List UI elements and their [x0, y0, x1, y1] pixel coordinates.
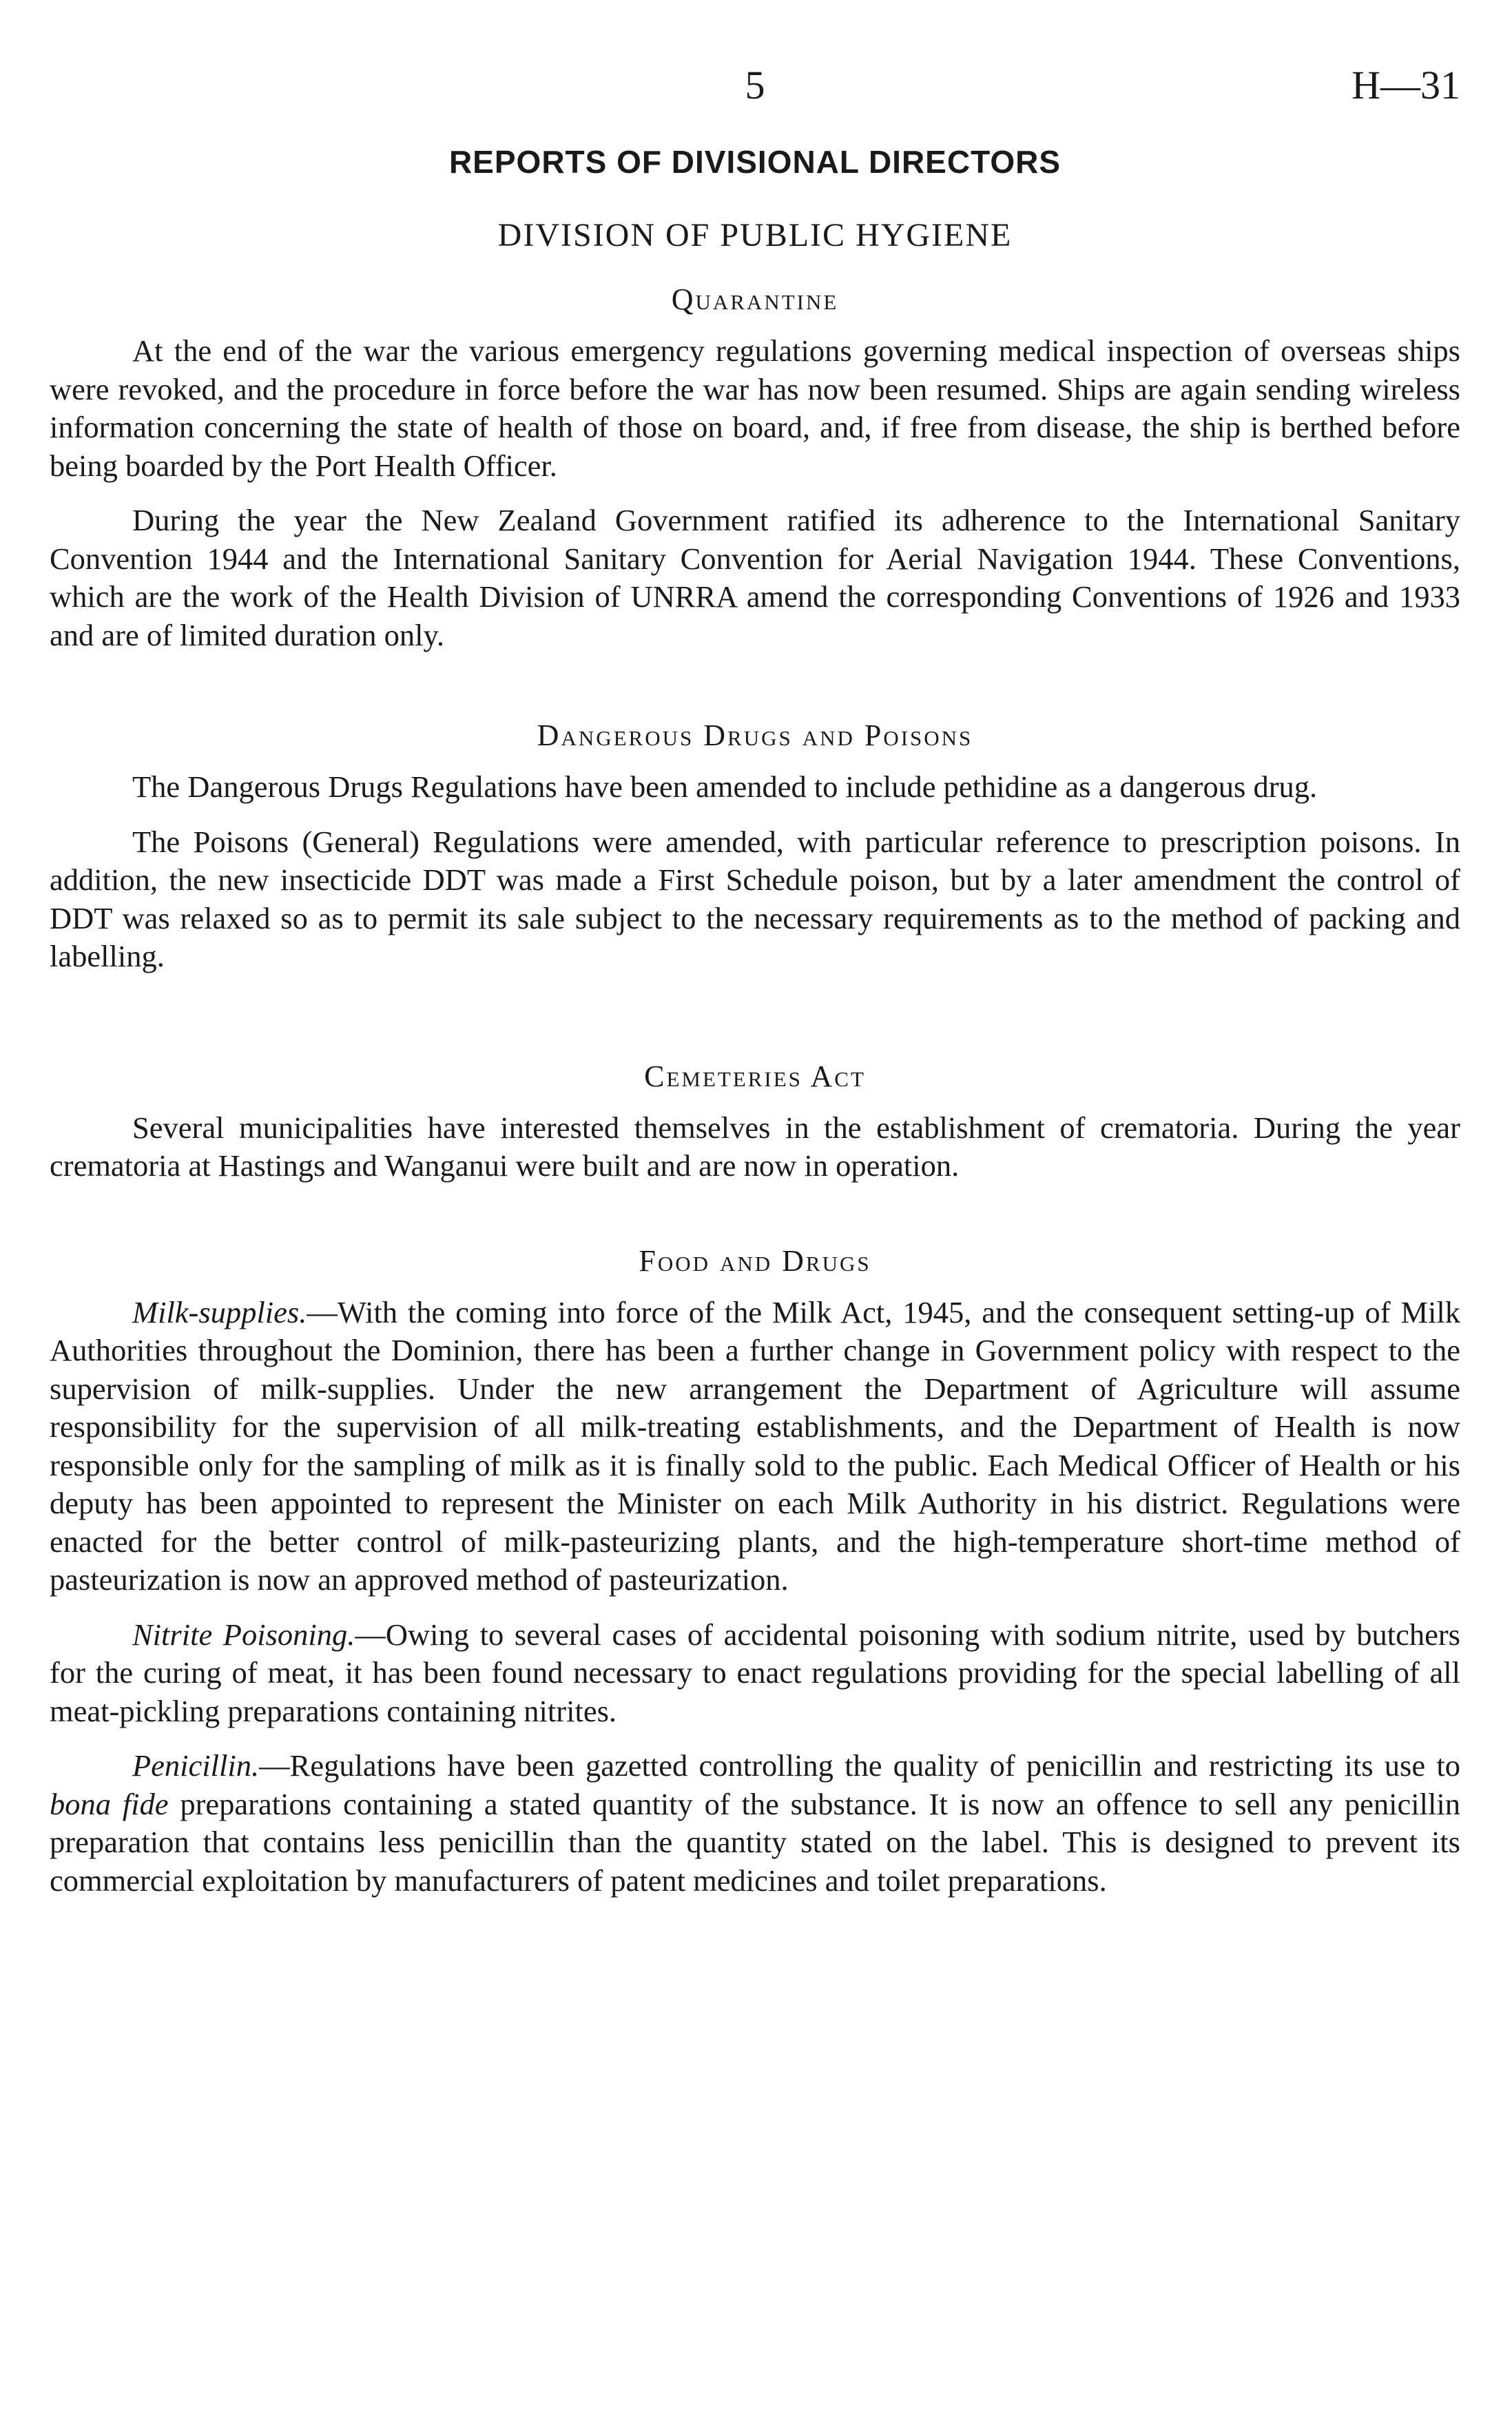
division-title: DIVISION OF PUBLIC HYGIENE — [497, 217, 1013, 253]
section-cemeteries — [50, 1059, 1460, 1185]
paragraph: At the end of the war the various emergency regulations governing medical inspection of overseas ships were revoked, and the procedure in force before the war has now been resumed. Ships are again sending wireless information concerning the state of health of those on board, and, if free from disease, the ship is berthed before being boarded by the Port Health Officer. — [50, 333, 1460, 483]
document-page — [50, 62, 1460, 1916]
paragraph-text: —With the coming into force of the Milk Act, 1945, and the consequent setting-up of Milk Authorities throughout the Dominion, there has been a further change in Government policy with respect to the supervision of milk-supplies. Under the new arrangement the Department of Agriculture will assume responsibility for the supervision of all milk-treating establishments, and the Department of Health is now responsible only for the sampling of milk as it is finally sold to the public. Each Medical Officer of Health or his deputy has been appointed to represent the Minister on each Milk Authority in his district. Regulations were enacted for the better control of milk-pasteurizing plants, and the high-temperature short-time method of pasteurization is now an approved method of pasteurization. — [50, 1294, 1460, 1597]
running-header — [50, 62, 1460, 110]
paragraph: The Dangerous Drugs Regulations have been amended to include pethidine as a dangerous drug. — [132, 769, 1318, 804]
run-in-heading: Nitrite Poisoning. — [132, 1617, 355, 1652]
section-food-drugs — [50, 1243, 1460, 1900]
paragraph: Several municipalities have interested themselves in the establishment of crematoria. During the year crematoria at Hastings and Wanganui were built and are now in operation. — [50, 1110, 1460, 1183]
section-heading-dangerous-drugs: Dangerous Drugs and Poisons — [537, 718, 973, 752]
paragraph-nitrite-poisoning — [50, 1616, 1460, 1731]
page-number: 5 — [745, 63, 765, 107]
paragraph-penicillin — [50, 1747, 1460, 1900]
paragraph: During the year the New Zealand Government ratified its adherence to the International Sanitary Convention 1944 and the International Sanitary Convention for Aerial Navigation 1944. These Conventions, which are the work of the Health Division of UNRRA amend the corresponding Conventions of 1926 and 1933 and are of limited duration only. — [50, 503, 1460, 652]
paragraph: The Poisons (General) Regulations were amended, with particular reference to prescription poisons. In addition, the new insecticide DDT was made a First Schedule poison, but by a later amendment the control of DDT was relaxed so as to permit its sale subject to the necessary requirements as to the method of packing and labelling. — [50, 824, 1460, 973]
paragraph-milk-supplies — [50, 1294, 1460, 1599]
page-title: REPORTS OF DIVISIONAL DIRECTORS — [448, 144, 1061, 180]
section-heading-cemeteries: Cemeteries Act — [644, 1059, 866, 1093]
paragraph-text: —Owing to several cases of accidental poisoning with sodium nitrite, used by butchers for the curing of meat, it has been found necessary to enact regulations providing for the special labelling of all meat-pickling preparations containing nitrites. — [50, 1617, 1460, 1728]
italic-phrase: bona fide — [50, 1786, 169, 1821]
series-reference: H—31 — [1352, 63, 1460, 107]
section-quarantine — [50, 282, 1460, 654]
section-heading-quarantine: Quarantine — [671, 282, 839, 316]
run-in-heading: Penicillin. — [132, 1748, 260, 1783]
run-in-heading: Milk-supplies. — [132, 1294, 307, 1329]
paragraph-text: preparations containing a stated quantity of the substance. It is now an offence to sell any penicillin preparation that contains less penicillin than the quantity stated on the label. This is designed to prevent its commercial exploitation by manufacturers of patent medicines and toilet preparations. — [50, 1786, 1460, 1898]
section-dangerous-drugs — [50, 718, 1460, 976]
paragraph-text: —Regulations have been gazetted controlling the quality of penicillin and restricting its use to — [259, 1748, 1460, 1783]
section-heading-food-drugs: Food and Drugs — [639, 1243, 871, 1278]
